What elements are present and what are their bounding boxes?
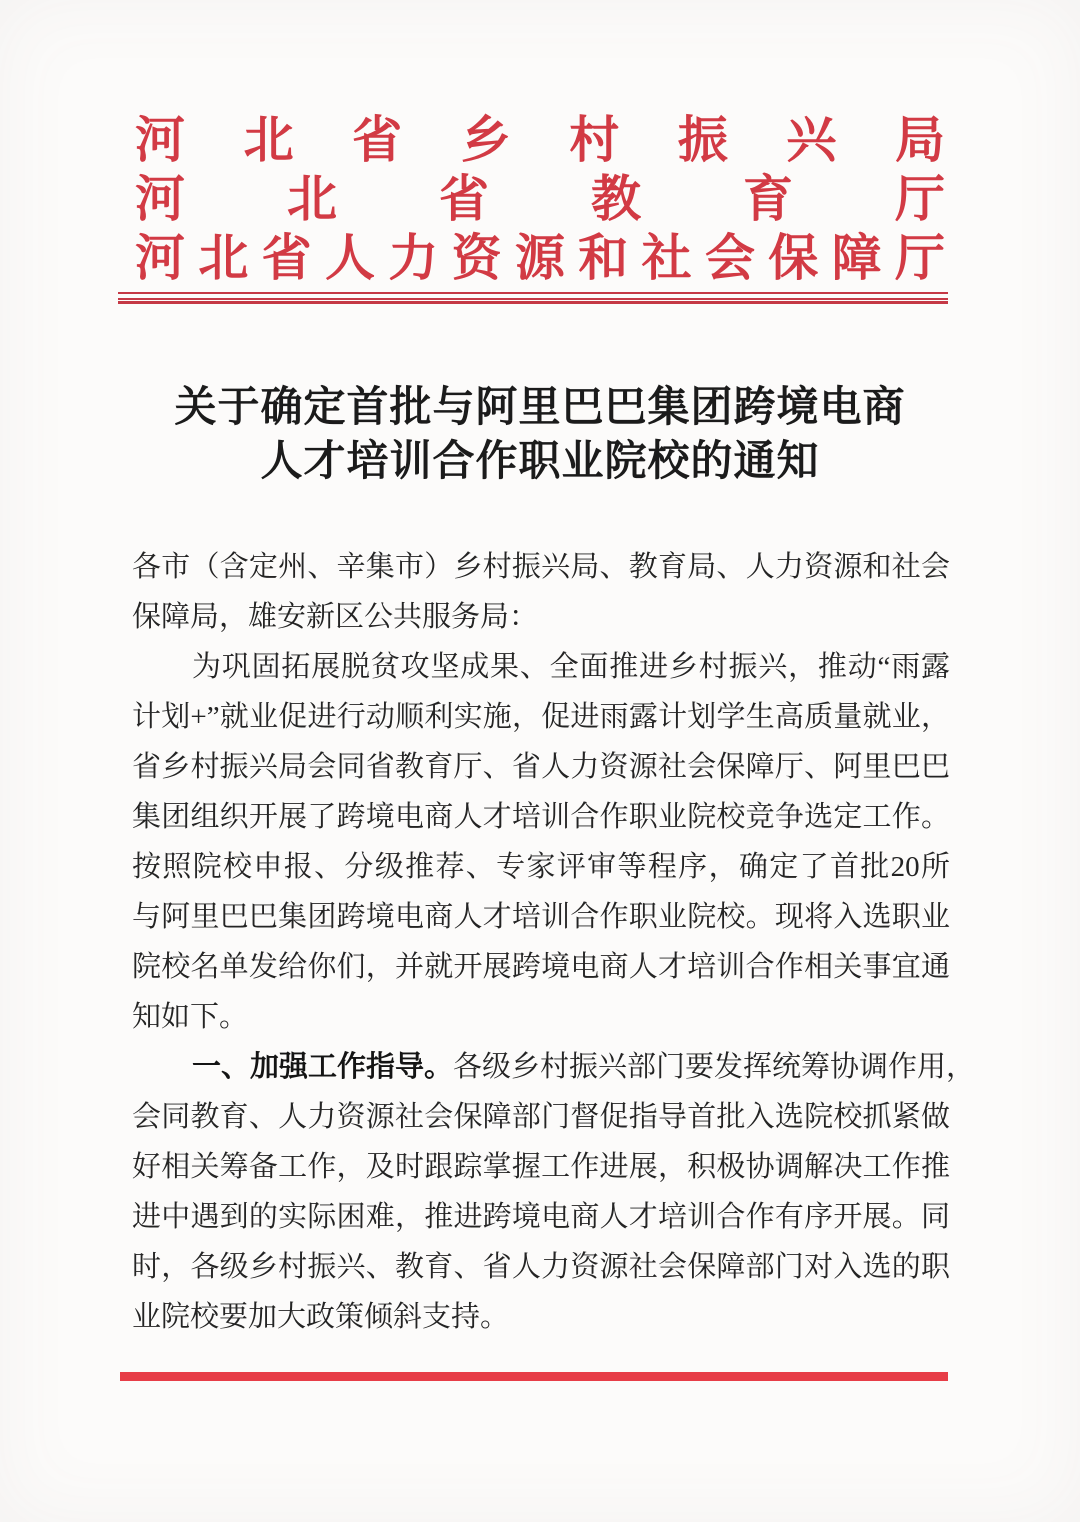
body-line-text: 各级乡村振兴部门要发挥统筹协调作用， — [453, 1051, 976, 1083]
letterhead-char: 社 — [641, 229, 692, 286]
body-text-line — [132, 892, 950, 942]
document-title-line-1: 关于确定首批与阿里巴巴集团跨境电商 — [174, 383, 906, 430]
letterhead-char: 振 — [677, 111, 728, 168]
letterhead-char: 省 — [439, 170, 489, 227]
letterhead-char: 北 — [287, 170, 337, 227]
letterhead-char: 育 — [743, 170, 793, 227]
document-title — [0, 380, 1080, 488]
body-text-line — [132, 1142, 950, 1192]
letterhead-char: 资 — [451, 229, 502, 286]
letterhead-char: 障 — [831, 229, 882, 286]
body-text-line — [132, 1242, 950, 1292]
body-line-text: 为巩固拓展脱贫攻坚成果、全面推进乡村振兴，推动“雨露 — [192, 651, 950, 683]
letterhead-line-rural-revitalization-bureau — [135, 110, 945, 169]
body-line-text: 保障局，雄安新区公共服务局： — [132, 601, 539, 633]
body-line-text: 业院校要加大政策倾斜支持。 — [132, 1301, 510, 1333]
footer-divider — [120, 1372, 948, 1381]
body-line-bold-lead: 一、加强工作指导。 — [192, 1051, 454, 1083]
letterhead-char: 厅 — [894, 229, 945, 286]
body-line-text: 集团组织开展了跨境电商人才培训合作职业院校竞争选定工作。 — [132, 801, 950, 833]
letterhead-char: 局 — [894, 111, 945, 168]
letterhead — [135, 110, 945, 287]
letterhead-char: 北 — [198, 229, 249, 286]
body-text-line — [132, 1092, 950, 1142]
body-text-line — [132, 942, 950, 992]
body-text-line — [132, 542, 950, 592]
header-divider-line-1 — [118, 292, 948, 294]
body-text-line — [132, 792, 950, 842]
body-line-text: 进中遇到的实际困难，推进跨境电商人才培训合作有序开展。同 — [132, 1201, 950, 1233]
document-body — [132, 542, 976, 1342]
body-text-line — [132, 642, 950, 692]
body-text-line — [132, 592, 950, 642]
letterhead-char: 力 — [388, 229, 439, 286]
letterhead-char: 人 — [324, 229, 375, 286]
letterhead-char: 乡 — [460, 111, 511, 168]
body-text-line — [132, 692, 950, 742]
letterhead-char: 教 — [591, 170, 641, 227]
letterhead-char: 村 — [569, 111, 620, 168]
document-title-line-2: 人才培训合作职业院校的通知 — [260, 437, 820, 484]
body-line-text: 会同教育、人力资源社会保障部门督促指导首批入选院校抓紧做 — [132, 1101, 950, 1133]
body-text-line — [132, 842, 950, 892]
body-line-text: 时，各级乡村振兴、教育、省人力资源社会保障部门对入选的职 — [132, 1251, 950, 1283]
letterhead-char: 源 — [514, 229, 565, 286]
body-line-text: 知如下。 — [132, 1001, 249, 1033]
body-line-text: 各市（含定州、辛集市）乡村振兴局、教育局、人力资源和社会 — [132, 551, 950, 583]
letterhead-line-education-department — [135, 169, 945, 228]
body-line-text: 与阿里巴巴集团跨境电商人才培训合作职业院校。现将入选职业 — [132, 901, 950, 933]
body-text-line — [132, 1192, 950, 1242]
letterhead-char: 省 — [261, 229, 312, 286]
letterhead-char: 厅 — [895, 170, 945, 227]
body-line-text: 省乡村振兴局会同省教育厅、省人力资源社会保障厅、阿里巴巴 — [132, 751, 950, 783]
header-divider-line-3 — [118, 301, 948, 304]
body-text-line — [132, 742, 950, 792]
body-text-line — [132, 992, 950, 1042]
body-text-line — [132, 1292, 950, 1342]
letterhead-line-hr-social-security-department — [135, 228, 945, 287]
body-text-line — [132, 1042, 976, 1092]
letterhead-char: 会 — [704, 229, 755, 286]
body-line-text: 院校名单发给你们，并就开展跨境电商人才培训合作相关事宜通 — [132, 951, 950, 983]
letterhead-char: 河 — [135, 170, 185, 227]
letterhead-char: 保 — [768, 229, 819, 286]
header-divider — [118, 292, 948, 304]
letterhead-char: 河 — [135, 229, 185, 286]
body-line-text: 计划+”就业促进行动顺利实施，促进雨露计划学生高质量就业， — [132, 701, 950, 733]
letterhead-char: 北 — [243, 111, 294, 168]
letterhead-char: 和 — [578, 229, 629, 286]
letterhead-char: 省 — [352, 111, 403, 168]
body-line-text: 好相关筹备工作，及时跟踪掌握工作进展，积极协调解决工作推 — [132, 1151, 950, 1183]
header-divider-line-2 — [118, 298, 948, 300]
letterhead-char: 兴 — [786, 111, 837, 168]
letterhead-char: 河 — [135, 111, 185, 168]
body-line-text: 按照院校申报、分级推荐、专家评审等程序，确定了首批20所 — [132, 851, 950, 883]
